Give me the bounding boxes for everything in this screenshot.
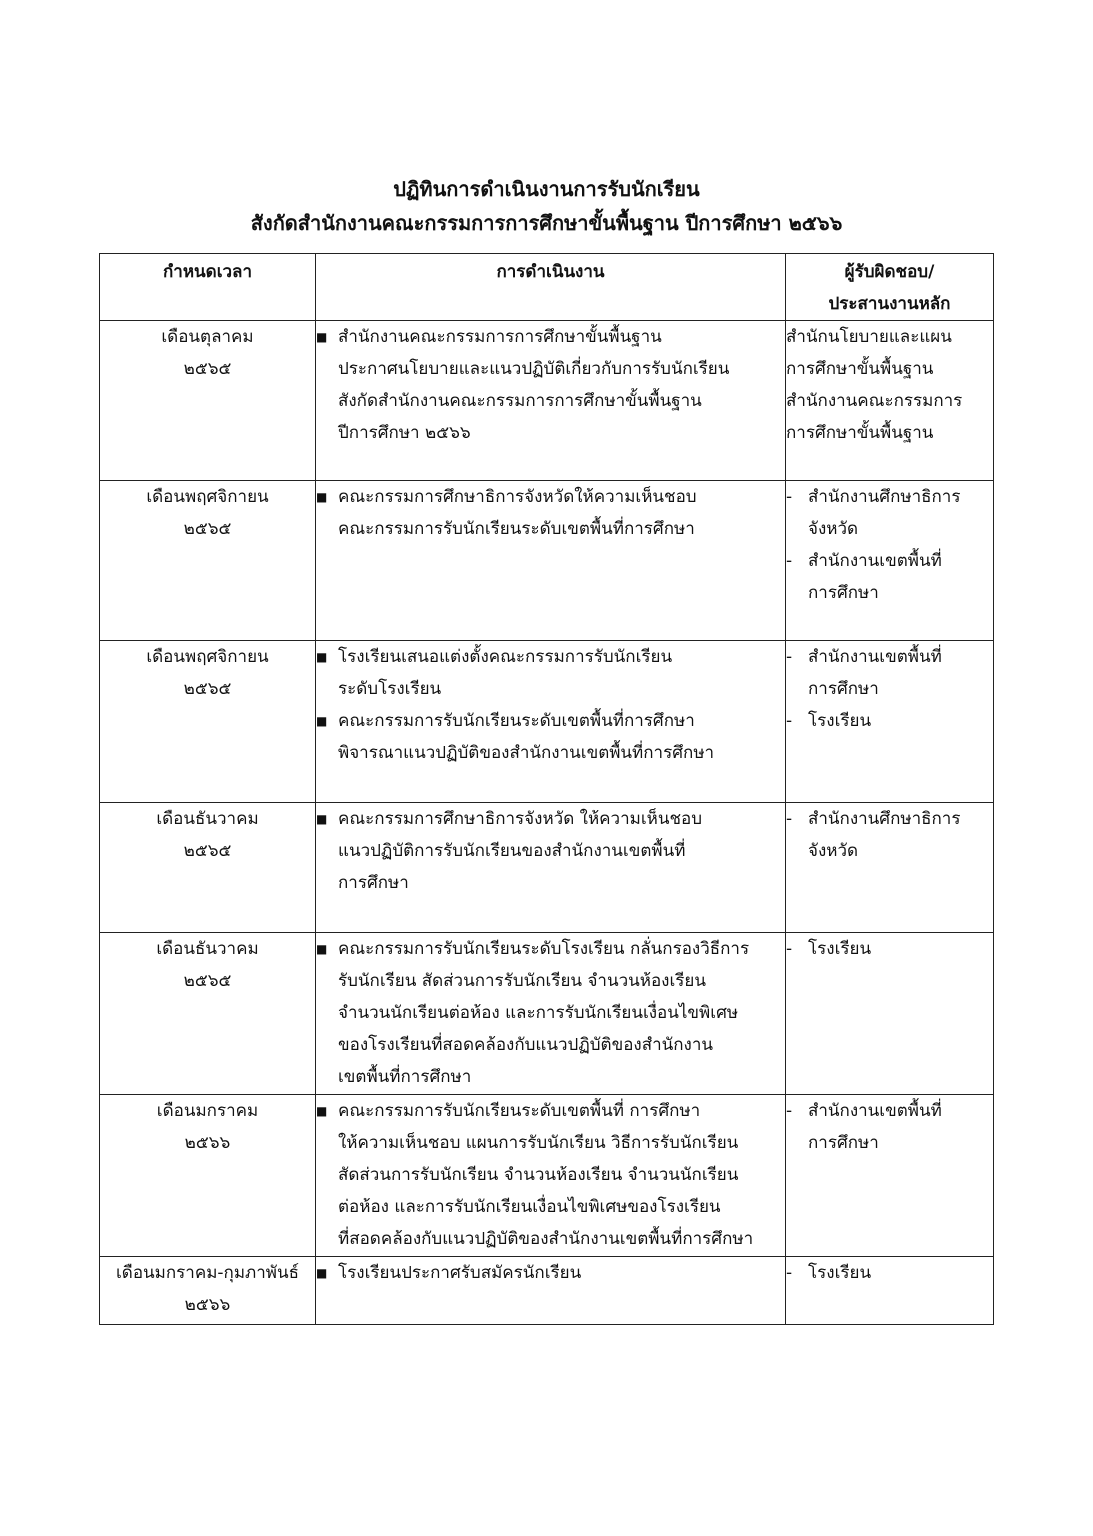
time-month: เดือนพฤศจิกายน [146,487,269,507]
table-body [100,321,994,1325]
dash-bullet-icon: - [786,1263,793,1283]
action-line: ให้ความเห็นชอบ แผนการรับนักเรียน วิธีการรับนักเรียน [338,1133,739,1153]
header-action [316,254,786,321]
action-cell [316,803,786,933]
square-bullet-icon: ■ [316,1104,328,1118]
action-line: จำนวนนักเรียนต่อห้อง และการรับนักเรียนเงื่อนไขพิเศษ [338,1003,739,1023]
action-cell [316,321,786,481]
time-month: เดือนธันวาคม [156,939,259,959]
action-text [338,641,785,705]
time-month: เดือนมกราคม-กุมภาพันธ์ [115,1263,300,1283]
action-cell [316,481,786,641]
time-year: ๒๕๖๕ [183,971,232,991]
action-item [316,933,785,1093]
action-line: คณะกรรมการศึกษาธิการจังหวัดให้ความเห็นชอบ [338,487,697,507]
action-line: ต่อห้อง และการรับนักเรียนเงื่อนไขพิเศษของโรงเรียน [338,1197,721,1217]
square-bullet-icon: ■ [316,812,328,826]
responsible-line: การศึกษา [808,679,879,699]
action-text [338,321,785,449]
header-time-label: กำหนดเวลา [162,262,253,282]
dash-bullet-icon: - [786,647,793,667]
action-item [316,1257,785,1289]
responsible-line: จังหวัด [808,841,859,861]
responsible-line: โรงเรียน [808,711,872,731]
responsible-line: สำนักงานคณะกรรมการ [786,391,963,411]
action-line: เขตพื้นที่การศึกษา [338,1067,472,1087]
action-line: ปีการศึกษา ๒๕๖๖ [338,423,471,443]
table-header-row [100,254,994,321]
action-line: รับนักเรียน สัดส่วนการรับนักเรียน จำนวนห้องเรียน [338,971,706,991]
header-time [100,254,316,321]
action-text [338,933,785,1093]
action-cell [316,1257,786,1325]
time-year: ๒๕๖๕ [183,679,232,699]
responsible-line: สำนักงานเขตพื้นที่ [808,551,942,571]
action-text [338,1095,785,1255]
document-title: ปฏิทินการดำเนินงานการรับนักเรียน [393,177,700,201]
action-text [338,705,785,769]
square-bullet-icon: ■ [316,1266,328,1280]
responsible-line: สำนักนโยบายและแผน [786,327,952,347]
action-line: ของโรงเรียนที่สอดคล้องกับแนวปฏิบัติของสำนักงาน [338,1035,714,1055]
action-cell [316,1095,786,1257]
responsible-item [786,481,993,545]
table-row [100,1095,994,1257]
responsible-text [808,1095,993,1159]
responsible-text [808,641,993,705]
action-line: คณะกรรมการรับนักเรียนระดับเขตพื้นที่การศึกษา [338,711,695,731]
action-cell [316,933,786,1095]
time-cell [100,481,316,641]
responsible-line: โรงเรียน [808,939,872,959]
dash-bullet-icon: - [786,939,793,959]
time-cell [100,803,316,933]
header-action-label: การดำเนินงาน [496,262,605,282]
responsible-item [786,933,993,965]
header-responsible-line1: ผู้รับผิดชอบ/ [844,262,935,282]
responsible-cell [786,1257,994,1325]
action-text [338,1257,785,1289]
dash-bullet-icon: - [786,809,793,829]
responsible-cell [786,641,994,803]
action-line: สำนักงานคณะกรรมการการศึกษาขั้นพื้นฐาน [338,327,662,347]
time-year: ๒๕๖๕ [183,519,232,539]
time-cell [100,1095,316,1257]
time-month: เดือนมกราคม [156,1101,259,1121]
responsible-text [808,1257,993,1289]
responsible-text [808,481,993,545]
responsible-text [786,321,993,449]
document-title-block [0,172,1093,240]
dash-bullet-icon: - [786,487,793,507]
responsible-item [786,705,993,737]
time-year: ๒๕๖๖ [184,1133,231,1153]
action-line: การศึกษา [338,873,409,893]
responsible-line: สำนักงานศึกษาธิการ [808,809,961,829]
responsible-cell [786,1095,994,1257]
responsible-cell [786,803,994,933]
responsible-cell [786,933,994,1095]
responsible-line: โรงเรียน [808,1263,872,1283]
table-row [100,321,994,481]
action-line: พิจารณาแนวปฏิบัติของสำนักงานเขตพื้นที่การศึกษา [338,743,715,763]
responsible-line: การศึกษาขั้นพื้นฐาน [786,359,934,379]
action-line: คณะกรรมการศึกษาธิการจังหวัด ให้ความเห็นชอบ [338,809,702,829]
action-item [316,1095,785,1255]
responsible-line: สำนักงานเขตพื้นที่ [808,1101,942,1121]
square-bullet-icon: ■ [316,942,328,956]
time-cell [100,321,316,481]
action-cell [316,641,786,803]
action-line: โรงเรียนประกาศรับสมัครนักเรียน [338,1263,582,1283]
action-line: สังกัดสำนักงานคณะกรรมการการศึกษาขั้นพื้นฐาน [338,391,702,411]
header-responsible-line2: ประสานงานหลัก [828,294,951,314]
action-item [316,705,785,769]
responsible-line: การศึกษาขั้นพื้นฐาน [786,423,934,443]
responsible-item [786,1257,993,1289]
action-text [338,481,785,545]
table-row [100,803,994,933]
square-bullet-icon: ■ [316,714,328,728]
table-row [100,641,994,803]
time-year: ๒๕๖๖ [184,1295,231,1315]
header-responsible [786,254,994,321]
time-month: เดือนตุลาคม [161,327,254,347]
responsible-text [808,545,993,609]
square-bullet-icon: ■ [316,650,328,664]
dash-bullet-icon: - [786,1101,793,1121]
action-line: ระดับโรงเรียน [338,679,442,699]
document-subtitle: สังกัดสำนักงานคณะกรรมการการศึกษาขั้นพื้นฐาน ปีการศึกษา ๒๕๖๖ [250,211,843,235]
responsible-text [808,933,993,965]
action-line: สัดส่วนการรับนักเรียน จำนวนห้องเรียน จำนวนนักเรียน [338,1165,739,1185]
action-line: คณะกรรมการรับนักเรียนระดับเขตพื้นที่ การศึกษา [338,1101,701,1121]
square-bullet-icon: ■ [316,330,328,344]
responsible-text [808,705,993,737]
table-row [100,481,994,641]
responsible-item [786,1095,993,1159]
time-month: เดือนธันวาคม [156,809,259,829]
responsible-text [808,803,993,867]
responsible-line: จังหวัด [808,519,859,539]
dash-bullet-icon: - [786,711,793,731]
dash-bullet-icon: - [786,551,793,571]
action-line: คณะกรรมการรับนักเรียนระดับเขตพื้นที่การศึกษา [338,519,695,539]
responsible-line: การศึกษา [808,1133,879,1153]
time-cell [100,933,316,1095]
responsible-item [786,803,993,867]
responsible-line: สำนักงานเขตพื้นที่ [808,647,942,667]
responsible-cell [786,321,994,481]
action-item [316,803,785,899]
action-item [316,641,785,705]
time-month: เดือนพฤศจิกายน [146,647,269,667]
action-line: ที่สอดคล้องกับแนวปฏิบัติของสำนักงานเขตพื้นที่การศึกษา [338,1229,754,1249]
responsible-cell [786,481,994,641]
action-line: คณะกรรมการรับนักเรียนระดับโรงเรียน กลั่นกรองวิธีการ [338,939,750,959]
action-line: แนวปฏิบัติการรับนักเรียนของสำนักงานเขตพื้นที่ [338,841,686,861]
action-line: ประกาศนโยบายและแนวปฏิบัติเกี่ยวกับการรับนักเรียน [338,359,730,379]
responsible-line: การศึกษา [808,583,879,603]
admission-schedule-table [99,253,994,1325]
action-item [316,481,785,545]
table-row [100,933,994,1095]
square-bullet-icon: ■ [316,490,328,504]
time-year: ๒๕๖๕ [183,359,232,379]
responsible-item [786,641,993,705]
time-cell [100,1257,316,1325]
action-item [316,321,785,449]
time-cell [100,641,316,803]
responsible-item [786,545,993,609]
action-text [338,803,785,899]
table-row [100,1257,994,1325]
responsible-line: สำนักงานศึกษาธิการ [808,487,961,507]
time-year: ๒๕๖๕ [183,841,232,861]
action-line: โรงเรียนเสนอแต่งตั้งคณะกรรมการรับนักเรียน [338,647,673,667]
